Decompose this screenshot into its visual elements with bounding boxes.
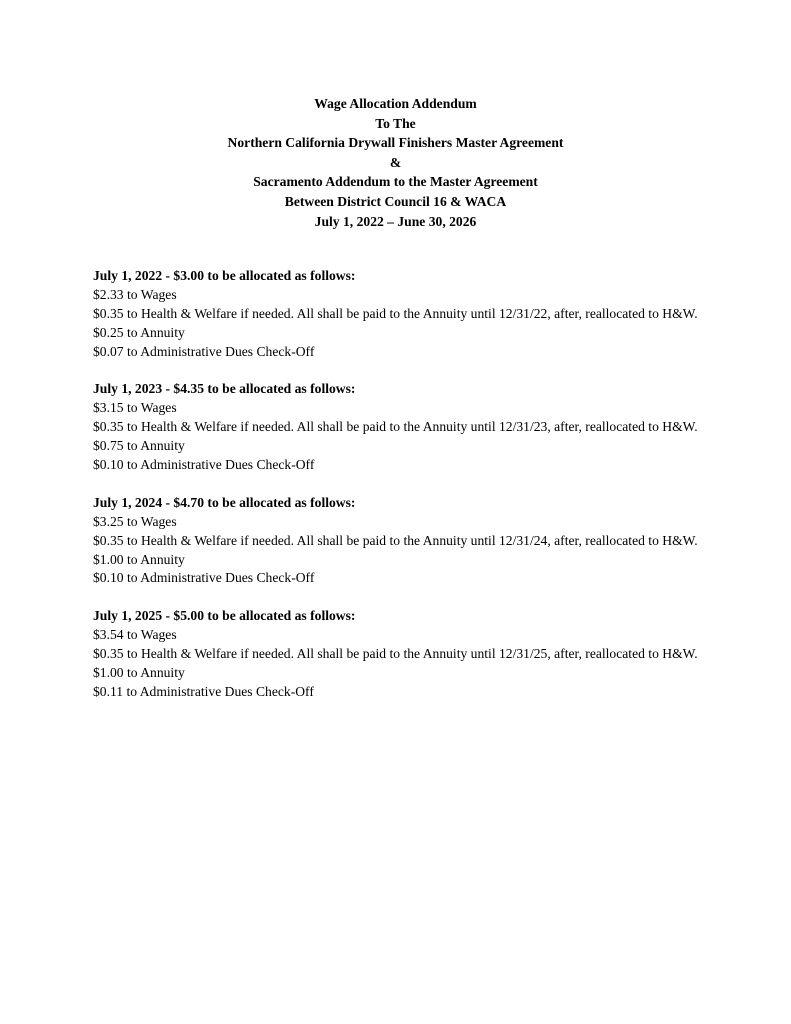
- allocation-line: $3.25 to Wages: [93, 513, 177, 529]
- section-heading: July 1, 2024 - $4.70 to be allocated as follows:: [93, 494, 356, 510]
- allocation-line: $2.33 to Wages: [93, 286, 177, 302]
- title-line: Between District Council 16 & WACA: [284, 193, 507, 209]
- allocation-section-2024: [93, 494, 703, 589]
- allocation-line: $0.35 to Health & Welfare if needed. All shall be paid to the Annuity until 12/31/23, after, reallocated to H&W.: [93, 419, 698, 435]
- allocation-line: $3.54 to Wages: [93, 627, 177, 643]
- allocation-section-2025: [93, 607, 703, 702]
- section-heading: July 1, 2025 - $5.00 to be allocated as follows:: [93, 608, 356, 624]
- allocation-line: $0.11 to Administrative Dues Check-Off: [93, 683, 314, 699]
- section-heading: July 1, 2023 - $4.35 to be allocated as follows:: [93, 381, 356, 397]
- allocation-line: $0.07 to Administrative Dues Check-Off: [93, 343, 315, 359]
- title-line: &: [389, 154, 402, 170]
- allocation-line: $0.25 to Annuity: [93, 324, 185, 340]
- document-title: [0, 94, 791, 231]
- allocation-section-2023: [93, 380, 703, 475]
- allocation-content: [93, 267, 703, 721]
- title-line: July 1, 2022 – June 30, 2026: [314, 213, 477, 229]
- allocation-line: $1.00 to Annuity: [93, 551, 185, 567]
- section-heading: July 1, 2022 - $3.00 to be allocated as follows:: [93, 268, 356, 283]
- title-line: Northern California Drywall Finishers Master Agreement: [227, 135, 564, 151]
- allocation-line: $0.35 to Health & Welfare if needed. All shall be paid to the Annuity until 12/31/22, after, reallocated to H&W.: [93, 305, 698, 321]
- allocation-section-2022: [93, 267, 703, 362]
- title-line: Wage Allocation Addendum: [314, 96, 477, 111]
- allocation-line: $0.35 to Health & Welfare if needed. All shall be paid to the Annuity until 12/31/25, after, reallocated to H&W.: [93, 646, 698, 662]
- allocation-line: $0.10 to Administrative Dues Check-Off: [93, 570, 315, 586]
- title-line: To The: [375, 115, 416, 131]
- allocation-line: $0.75 to Annuity: [93, 438, 185, 454]
- allocation-line: $1.00 to Annuity: [93, 664, 185, 680]
- allocation-line: $3.15 to Wages: [93, 400, 177, 416]
- allocation-line: $0.35 to Health & Welfare if needed. All shall be paid to the Annuity until 12/31/24, after, reallocated to H&W.: [93, 532, 698, 548]
- allocation-line: $0.10 to Administrative Dues Check-Off: [93, 457, 315, 473]
- title-line: Sacramento Addendum to the Master Agreement: [253, 174, 538, 190]
